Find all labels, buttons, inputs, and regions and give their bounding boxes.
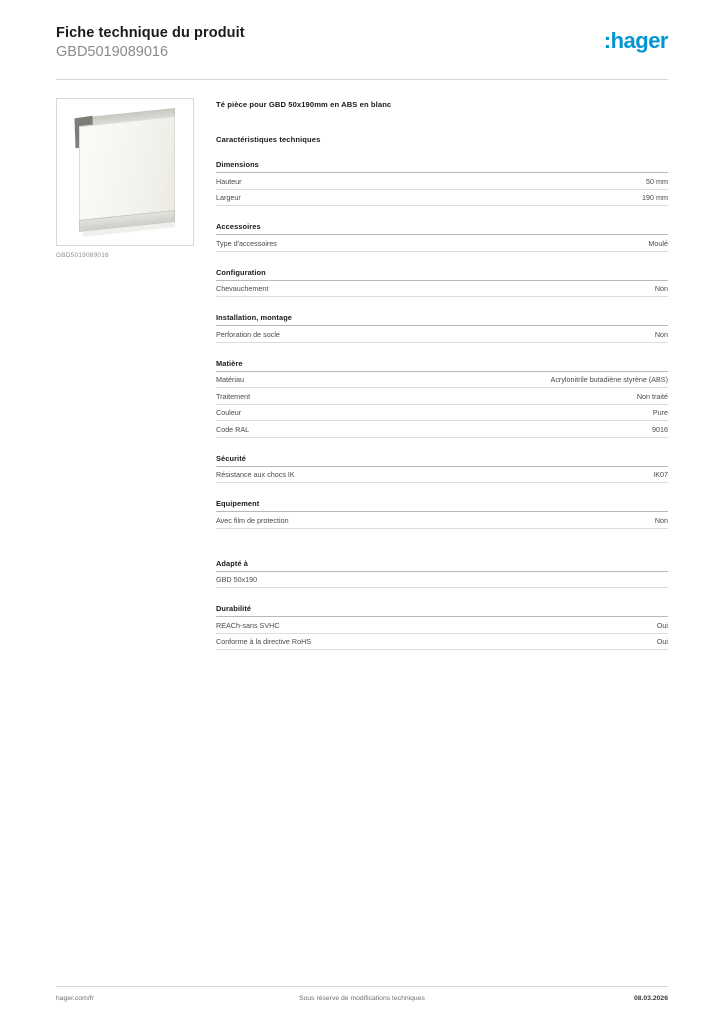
spec-key: Hauteur: [216, 176, 242, 186]
spec-group-title: Durabilité: [216, 604, 668, 617]
footer-website-link[interactable]: hager.com/fr: [56, 995, 94, 1002]
product-image-frame: [56, 98, 194, 246]
spec-value: Pure: [652, 408, 668, 418]
spec-group: [216, 454, 668, 484]
spec-key: Code RAL: [216, 424, 250, 434]
spec-row: [216, 634, 668, 651]
footer-date: 08.03.2026: [633, 995, 668, 1002]
spec-key: Largeur: [216, 193, 241, 203]
page-header: [56, 0, 668, 61]
spec-row: [216, 388, 668, 405]
specifications-column: [216, 98, 668, 650]
spec-group-title: Adapté à: [216, 559, 668, 572]
page-content: [56, 98, 668, 650]
spec-group-title: Installation, montage: [216, 313, 668, 326]
spec-row: [216, 467, 668, 484]
spec-key: Perforation de socle: [216, 329, 280, 339]
spec-key: Traitement: [216, 391, 251, 401]
spec-row: [216, 617, 668, 634]
header-divider: [56, 79, 668, 80]
spec-key: Avec film de protection: [216, 515, 289, 525]
footer-disclaimer: Sous réserve de modifications techniques: [299, 995, 425, 1002]
product-reference: GBD5019089016: [56, 44, 169, 61]
spec-key: GBD 50x190: [216, 575, 258, 585]
spec-row: [216, 326, 668, 343]
spec-row: [216, 512, 668, 529]
spec-key: Résistance aux chocs IK: [216, 470, 295, 480]
spec-group: [216, 499, 668, 529]
spec-key: Type d'accessoires: [216, 238, 277, 248]
spec-value: Non: [654, 329, 668, 339]
spec-value: Non: [654, 515, 668, 525]
spec-value: 50 mm: [646, 176, 668, 186]
spec-key: REACh-sans SVHC: [216, 620, 280, 630]
spec-key: Chevauchement: [216, 284, 269, 294]
spec-row: [216, 173, 668, 190]
spec-key: Conforme à la directive RoHS: [216, 637, 312, 647]
spec-key: Matériau: [216, 375, 244, 385]
spec-group-title: Accessoires: [216, 222, 668, 235]
spec-value: Acrylonitrile butadiène styrène (ABS): [550, 375, 668, 385]
spec-group-title: Equipement: [216, 499, 668, 512]
spec-value: 190 mm: [642, 193, 668, 203]
page-title: Fiche technique du produit: [56, 25, 245, 41]
spec-value: IK07: [653, 470, 668, 480]
spec-value: 9016: [652, 424, 668, 434]
product-image-column: [56, 98, 194, 650]
spec-group: [216, 559, 668, 589]
product-image-caption: GBD5019089016: [56, 252, 109, 260]
product-drawing-icon: [71, 111, 183, 233]
spec-group: [216, 604, 668, 650]
spec-group: [216, 268, 668, 298]
spec-value: Oui: [656, 620, 668, 630]
spec-value: Moulé: [648, 238, 668, 248]
spec-group-title: Matière: [216, 359, 668, 372]
spec-group: [216, 359, 668, 438]
spec-key: Couleur: [216, 408, 242, 418]
spec-row: [216, 405, 668, 422]
spec-group-title: Configuration: [216, 268, 668, 281]
spec-row: [216, 421, 668, 438]
spec-group-title: Sécurité: [216, 454, 668, 467]
spec-row: [216, 372, 668, 389]
spec-group: [216, 222, 668, 252]
spec-group: [216, 313, 668, 343]
title-block: [56, 24, 245, 61]
spec-value: Oui: [656, 637, 668, 647]
spec-row: [216, 190, 668, 207]
spec-row: [216, 235, 668, 252]
spec-group-title: Dimensions: [216, 160, 668, 173]
product-description: Té pièce pour GBD 50x190mm en ABS en blanc: [216, 100, 392, 110]
specification-groups: [216, 160, 668, 650]
spec-value: Non: [654, 284, 668, 294]
hager-logo: :hager: [603, 28, 668, 53]
spec-row: [216, 281, 668, 298]
spec-group: [216, 160, 668, 206]
spec-row: [216, 572, 668, 589]
spec-value: Non traité: [636, 391, 668, 401]
page-footer: [56, 986, 668, 1002]
section-heading-technical: Caractéristiques techniques: [216, 135, 321, 145]
